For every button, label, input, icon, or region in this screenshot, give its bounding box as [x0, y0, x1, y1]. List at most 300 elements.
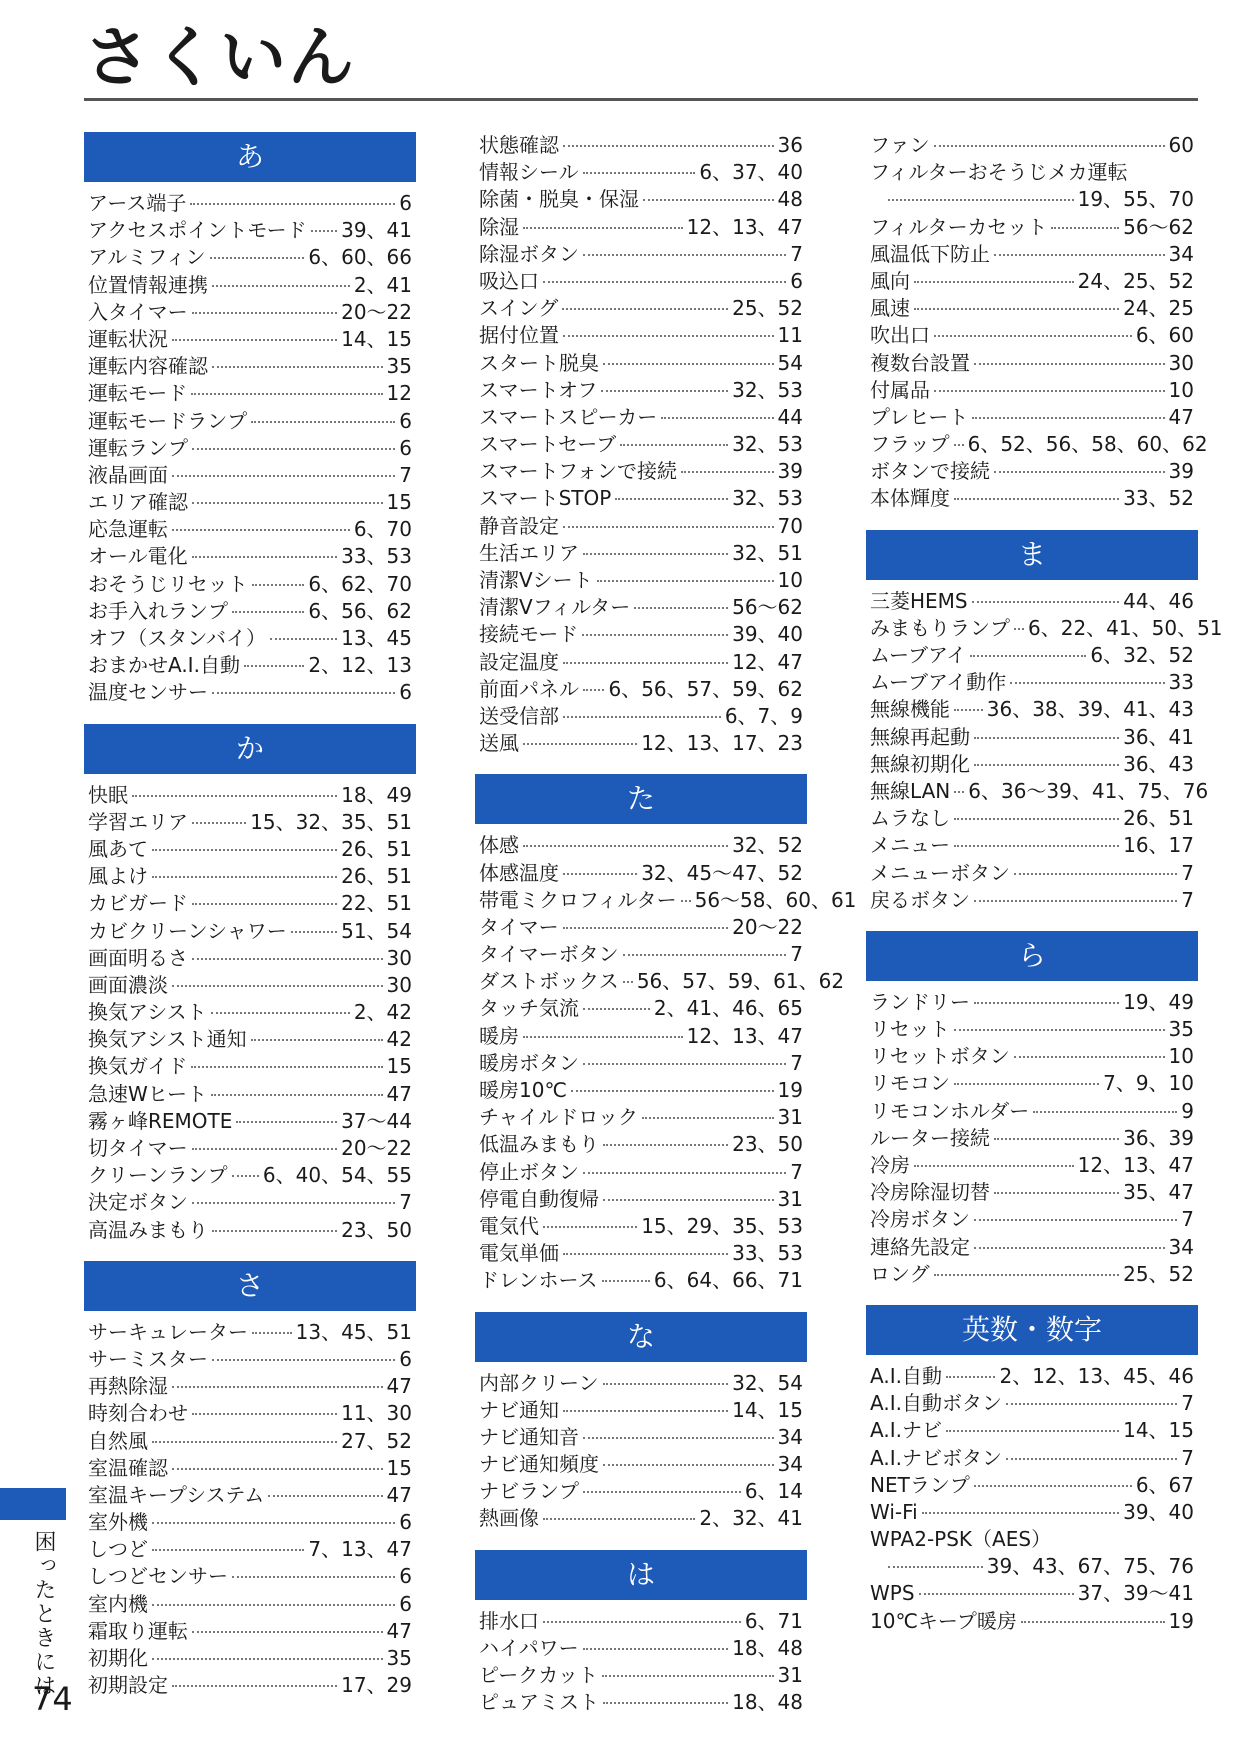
- dot-leader: [994, 471, 1165, 473]
- index-entry: [84, 782, 416, 809]
- index-entry: [84, 1645, 416, 1672]
- index-entry: [475, 1505, 807, 1532]
- dot-leader: [192, 1631, 383, 1633]
- index-entry: [475, 1689, 807, 1716]
- index-entry: [84, 462, 416, 489]
- entry-pages: 14、15: [1123, 1418, 1194, 1443]
- dot-leader: [583, 1648, 728, 1650]
- entry-pages: 31: [777, 1186, 803, 1211]
- index-column-2: [475, 132, 857, 1733]
- entry-pages: 39、40: [1123, 1499, 1194, 1524]
- entry-pages: 34: [777, 1424, 803, 1449]
- entry-pages: 33、53: [341, 544, 412, 569]
- entry-term: 清潔Vフィルター: [479, 595, 631, 620]
- index-entry: [84, 1482, 416, 1509]
- entry-term: 高温みまもり: [88, 1217, 208, 1242]
- index-entry: [84, 918, 416, 945]
- page-title: さくいん: [84, 19, 356, 96]
- entry-pages: 17、29: [341, 1673, 412, 1698]
- entry-pages: 36、39: [1123, 1125, 1194, 1150]
- entry-term: 接続モード: [479, 622, 579, 647]
- index-entry: [84, 380, 416, 407]
- entry-term: 室内機: [88, 1591, 148, 1616]
- index-entry: [84, 1053, 416, 1080]
- index-entry: [475, 995, 807, 1022]
- dot-leader: [603, 1199, 774, 1201]
- index-entry: [84, 890, 416, 917]
- index-entry: [866, 1526, 1198, 1580]
- entry-term: 霧ヶ峰REMOTE: [88, 1108, 233, 1133]
- entry-term: 除菌・脱臭・保湿: [479, 187, 639, 212]
- dot-leader: [583, 553, 728, 555]
- index-entry: [84, 1373, 416, 1400]
- dot-leader: [236, 1121, 337, 1123]
- index-entry: [475, 214, 807, 241]
- index-entry: [475, 1478, 807, 1505]
- entry-term: アルミフィン: [88, 245, 206, 270]
- entry-pages: 24、25: [1123, 296, 1194, 321]
- entry-term: 風よけ: [88, 864, 148, 889]
- index-entry: [866, 458, 1198, 485]
- entry-term: ピュアミスト: [479, 1690, 599, 1715]
- entry-pages: 7: [790, 1050, 803, 1075]
- dot-leader: [152, 1441, 337, 1443]
- entry-term: ルーター接続: [870, 1125, 990, 1150]
- index-entry: [866, 1363, 1198, 1390]
- index-entry: [866, 669, 1198, 696]
- dot-leader: [946, 1376, 996, 1378]
- entry-term: フィルターおそうじメカ運転: [870, 160, 1128, 185]
- dot-leader: [244, 665, 304, 667]
- dot-leader: [270, 638, 337, 640]
- dot-leader: [974, 1002, 1119, 1004]
- entry-term: WPA2-PSK（AES）: [870, 1527, 1052, 1552]
- entry-term: 付属品: [870, 377, 930, 402]
- dot-leader: [212, 366, 383, 368]
- entry-term: 前面パネル: [479, 676, 579, 701]
- index-entry: [866, 1608, 1198, 1635]
- index-section: [475, 132, 807, 757]
- entry-term: ロング: [870, 1261, 930, 1286]
- entry-term: オール電化: [88, 544, 188, 569]
- dot-leader: [190, 203, 395, 205]
- entry-pages: 34: [777, 1452, 803, 1477]
- index-entry: [866, 778, 1209, 805]
- dot-leader: [954, 1083, 1099, 1085]
- dot-leader: [602, 1280, 650, 1282]
- dot-leader: [232, 1576, 395, 1578]
- dot-leader: [623, 954, 787, 956]
- index-entry: [866, 159, 1198, 213]
- page-number: 74: [32, 1680, 73, 1718]
- entry-term: スマートオフ: [479, 377, 598, 402]
- index-entry: [475, 322, 807, 349]
- index-entry: [84, 1135, 416, 1162]
- dot-leader: [291, 931, 337, 933]
- dot-leader: [152, 1549, 304, 1551]
- index-entry: [866, 989, 1198, 1016]
- entry-term: ムーブアイ動作: [870, 670, 1007, 695]
- index-entry: [84, 1563, 416, 1590]
- index-entry: [475, 887, 857, 914]
- entry-pages: 32、53: [732, 377, 803, 402]
- entry-term: カビクリーンシャワー: [88, 918, 287, 943]
- entry-term: ハイパワー: [479, 1635, 579, 1660]
- entry-term: 清潔Vシート: [479, 568, 593, 592]
- dot-leader: [603, 1702, 728, 1704]
- dot-leader: [597, 580, 774, 582]
- index-entry: [475, 241, 807, 268]
- index-entry: [866, 805, 1198, 832]
- entry-term: スタート脱臭: [479, 350, 599, 375]
- entry-term: 無線再起動: [870, 724, 970, 749]
- entry-term: メニュー: [870, 833, 950, 858]
- entry-term: 電気単価: [479, 1241, 559, 1266]
- index-entry: [84, 190, 416, 217]
- entry-pages: 47: [386, 1374, 412, 1399]
- entry-pages: 6、36～39、41、75、76: [968, 778, 1209, 803]
- dot-leader: [681, 900, 691, 902]
- dot-leader: [1006, 1458, 1177, 1460]
- chapter-label: 困ったときには: [31, 1530, 56, 1698]
- dot-leader: [563, 1253, 728, 1255]
- dot-leader: [212, 1230, 337, 1232]
- entry-term: 冷房: [870, 1153, 910, 1177]
- entry-term: 暖房: [479, 1023, 519, 1048]
- entry-term: 無線機能: [870, 697, 950, 722]
- dot-leader: [601, 390, 728, 392]
- dot-leader: [192, 1148, 337, 1150]
- dot-leader: [954, 709, 983, 711]
- index-section: [475, 1312, 807, 1533]
- entry-pages: 35: [1168, 1017, 1194, 1042]
- index-entry: [84, 1618, 416, 1645]
- dot-leader: [994, 254, 1165, 256]
- dot-leader: [914, 308, 1119, 310]
- dot-leader: [583, 1172, 786, 1174]
- index-entry: [84, 1536, 416, 1563]
- entry-term: しつど: [88, 1537, 148, 1562]
- entry-pages: 7: [790, 942, 803, 967]
- entry-pages: 15: [386, 1455, 412, 1480]
- dot-leader: [172, 529, 350, 531]
- dot-leader: [543, 281, 786, 283]
- chapter-tab-marker: [0, 1488, 66, 1520]
- entry-term: 三菱HEMS: [870, 588, 968, 613]
- index-entry: [866, 1043, 1198, 1070]
- entry-pages: 7、9、10: [1103, 1071, 1194, 1096]
- entry-pages: 10: [777, 568, 803, 592]
- entry-pages: 12、13、47: [1077, 1153, 1194, 1177]
- entry-term: タッチ気流: [479, 996, 579, 1021]
- entry-pages: 60: [1168, 133, 1194, 157]
- entry-term: 生活エリア: [479, 540, 579, 565]
- index-entry: [475, 914, 807, 941]
- entry-pages: 32、52: [732, 833, 803, 858]
- section-heading: さ: [84, 1261, 416, 1311]
- entry-pages: 6、56、62: [308, 598, 412, 623]
- index-section: [866, 931, 1198, 1288]
- index-entry: [84, 1428, 416, 1455]
- entry-pages: 56、57、59、61、62: [636, 969, 845, 994]
- dot-leader: [583, 1063, 786, 1065]
- index-entry: [84, 408, 416, 435]
- entry-pages: 39: [777, 459, 803, 484]
- entry-term: 暖房10℃: [479, 1078, 567, 1102]
- index-entry: [866, 887, 1198, 914]
- entry-pages: 36、41: [1123, 724, 1194, 749]
- index-entry: [84, 1189, 416, 1216]
- index-entry: [866, 860, 1198, 887]
- entry-pages: 25、52: [732, 296, 803, 321]
- entry-pages: 6: [399, 191, 412, 215]
- entry-term: フラップ: [870, 432, 950, 457]
- dot-leader: [972, 417, 1164, 419]
- index-entry: [84, 244, 416, 271]
- index-entry: [84, 353, 416, 380]
- entry-term: 快眠: [88, 782, 128, 807]
- entry-pages: 2、32、41: [699, 1506, 803, 1531]
- entry-pages: 15、32、35、51: [250, 809, 412, 834]
- dot-leader: [210, 257, 305, 259]
- entry-term: 応急運転: [88, 517, 168, 542]
- index-section: [475, 1550, 807, 1717]
- entry-pages: 70: [777, 513, 803, 538]
- dot-leader: [172, 1468, 383, 1470]
- entry-pages: 31: [777, 1105, 803, 1130]
- entry-pages: 2、42: [353, 1000, 412, 1025]
- dot-leader: [172, 1685, 337, 1687]
- entry-term: 冷房ボタン: [870, 1207, 970, 1232]
- entry-pages: 26、51: [1123, 806, 1194, 831]
- index-column-1: [84, 132, 416, 1716]
- entry-pages: 22、51: [341, 891, 412, 916]
- index-entry: [475, 1662, 807, 1689]
- entry-term: 自然風: [88, 1428, 148, 1453]
- index-entry: [475, 485, 807, 512]
- dot-leader: [212, 285, 350, 287]
- index-entry: [475, 431, 807, 458]
- entry-term: サーミスター: [88, 1346, 208, 1371]
- entry-term: ナビ通知頻度: [479, 1452, 599, 1477]
- entry-pages: 39: [1168, 459, 1194, 484]
- entry-pages: 47: [1168, 404, 1194, 429]
- entry-term: メニューボタン: [870, 860, 1010, 885]
- dot-leader: [583, 689, 604, 691]
- entry-term: スマートフォンで接続: [479, 459, 677, 484]
- entry-term: 無線LAN: [870, 778, 951, 803]
- entry-term: アース端子: [88, 191, 187, 215]
- dot-leader: [192, 1202, 395, 1204]
- dot-leader: [1051, 227, 1119, 229]
- index-entry: [475, 1050, 807, 1077]
- entry-term: 風速: [870, 296, 910, 321]
- dot-leader: [974, 900, 1177, 902]
- dot-leader: [1006, 1403, 1177, 1405]
- entry-pages: 14、15: [341, 326, 412, 351]
- entry-term: 設定温度: [479, 649, 559, 674]
- dot-leader: [172, 475, 395, 477]
- index-entry: [84, 489, 416, 516]
- entry-term: 室温確認: [88, 1455, 168, 1480]
- dot-leader: [914, 1165, 1074, 1167]
- dot-leader: [1014, 873, 1177, 875]
- dot-leader: [152, 1522, 395, 1524]
- entry-term: 画面明るさ: [88, 945, 188, 970]
- entry-pages: 44: [777, 404, 803, 429]
- entry-pages: 19: [777, 1078, 803, 1102]
- index-entry: [475, 567, 807, 594]
- index-entry: [866, 1125, 1198, 1152]
- section-heading: た: [475, 774, 807, 824]
- index-entry: [84, 1455, 416, 1482]
- entry-term: オフ（スタンバイ）: [88, 626, 266, 650]
- entry-term: 冷房除湿切替: [870, 1180, 990, 1205]
- dot-leader: [974, 764, 1119, 766]
- entry-pages: 6、60: [1135, 323, 1194, 348]
- entry-term: 熱画像: [479, 1506, 539, 1531]
- entry-pages: 15: [386, 1054, 412, 1079]
- dot-leader: [970, 655, 1086, 657]
- dot-leader: [172, 339, 337, 341]
- entry-term: ダストボックス: [479, 969, 619, 994]
- index-entry: [475, 295, 807, 322]
- index-entry: [84, 625, 416, 652]
- entry-term: スマートSTOP: [479, 486, 612, 511]
- dot-leader: [232, 611, 304, 613]
- index-entry: [475, 832, 807, 859]
- entry-term: お手入れランプ: [88, 598, 228, 623]
- index-entry: [84, 1591, 416, 1618]
- dot-leader: [192, 556, 337, 558]
- entry-term: 換気アシスト: [88, 1000, 207, 1025]
- dot-leader: [1010, 682, 1164, 684]
- index-entry: [866, 832, 1198, 859]
- entry-pages: 56～58、60、61: [694, 887, 857, 912]
- entry-term: しつどセンサー: [88, 1564, 228, 1589]
- dot-leader: [523, 845, 728, 847]
- entry-pages: 30: [386, 945, 412, 970]
- entry-pages: 24、25、52: [1077, 268, 1194, 293]
- entry-term: ドレンホース: [479, 1268, 598, 1293]
- index-entry: [475, 1240, 807, 1267]
- index-entry: [866, 404, 1198, 431]
- entry-term: 除湿: [479, 214, 519, 239]
- dot-leader: [954, 498, 1119, 500]
- dot-leader: [974, 737, 1119, 739]
- entry-term: スイング: [479, 296, 559, 321]
- entry-pages: 36: [777, 133, 803, 157]
- index-entry: [866, 1472, 1198, 1499]
- dot-leader: [523, 743, 637, 745]
- dot-leader: [563, 716, 721, 718]
- entry-pages: 6、71: [744, 1608, 803, 1633]
- dot-leader: [212, 1359, 395, 1361]
- entry-term: 除湿ボタン: [479, 241, 579, 266]
- dot-leader: [252, 584, 305, 586]
- dot-leader: [603, 1464, 774, 1466]
- index-entry: [866, 1234, 1198, 1261]
- entry-pages: 15: [386, 490, 412, 515]
- dot-leader: [914, 281, 1074, 283]
- index-entry: [84, 435, 416, 462]
- dot-leader: [192, 448, 395, 450]
- entry-term: おまかせA.I.自動: [88, 653, 240, 678]
- entry-term: 運転状況: [88, 326, 168, 351]
- dot-leader: [603, 1144, 728, 1146]
- entry-term: アクセスポイントモード: [88, 218, 307, 243]
- index-entry: [84, 652, 416, 679]
- entry-term: 換気アシスト通知: [88, 1027, 247, 1052]
- index-section: [866, 132, 1208, 513]
- entry-term: 決定ボタン: [88, 1190, 188, 1215]
- index-entry: [84, 1509, 416, 1536]
- dot-leader: [583, 172, 696, 174]
- entry-pages: 6: [399, 1510, 412, 1535]
- entry-term: サーキュレーター: [88, 1319, 248, 1344]
- index-section: [866, 530, 1223, 914]
- index-entry: [475, 1186, 807, 1213]
- index-entry: [84, 571, 416, 598]
- entry-term: 10℃キープ暖房: [870, 1608, 1017, 1633]
- entry-pages: 36、38、39、41、43: [986, 697, 1194, 722]
- dot-leader: [994, 1138, 1119, 1140]
- entry-pages: 47: [386, 1482, 412, 1507]
- index-entry: [866, 1417, 1198, 1444]
- index-section: [84, 724, 416, 1244]
- index-section: [866, 1305, 1198, 1635]
- entry-pages: 35、47: [1123, 1180, 1194, 1205]
- entry-pages: 6、70: [353, 517, 412, 542]
- dot-leader: [172, 1386, 383, 1388]
- index-entry: [475, 1023, 807, 1050]
- entry-pages: 26、51: [341, 836, 412, 861]
- index-entry: [475, 703, 807, 730]
- entry-pages: 33、52: [1123, 486, 1194, 511]
- dot-leader: [643, 199, 774, 201]
- dot-leader: [1014, 1056, 1165, 1058]
- entry-term: 初期化: [88, 1646, 148, 1670]
- index-entry: [475, 458, 807, 485]
- entry-pages: 56～62: [1123, 214, 1194, 239]
- entry-pages: 10: [1168, 377, 1194, 402]
- index-entry: [475, 676, 807, 703]
- dot-leader: [583, 1437, 774, 1439]
- entry-pages: 11: [777, 323, 803, 348]
- index-entry: [866, 724, 1198, 751]
- entry-term: 停電自動復帰: [479, 1186, 599, 1211]
- entry-pages: 34: [1168, 1234, 1194, 1259]
- entry-term: 室温キープシステム: [88, 1482, 265, 1507]
- index-entry: [475, 540, 807, 567]
- index-entry: [475, 649, 807, 676]
- index-entry: [84, 1346, 416, 1373]
- index-entry: [475, 1608, 807, 1635]
- entry-term: リモコンホルダー: [870, 1098, 1030, 1123]
- entry-term: リモコン: [870, 1071, 950, 1096]
- entry-pages: 6、22、41、50、51: [1028, 615, 1223, 640]
- entry-term: 状態確認: [479, 133, 559, 157]
- entry-term: 換気ガイド: [88, 1054, 188, 1079]
- entry-term: 体感温度: [479, 860, 559, 885]
- entry-pages: 2、12、13、45、46: [999, 1363, 1194, 1388]
- index-entry: [475, 404, 807, 431]
- entry-term: 送受信部: [479, 703, 559, 728]
- section-heading: ら: [866, 931, 1198, 981]
- index-entry: [475, 159, 807, 186]
- entry-term: Wi-Fi: [870, 1499, 918, 1524]
- entry-term: 運転モード: [88, 381, 188, 406]
